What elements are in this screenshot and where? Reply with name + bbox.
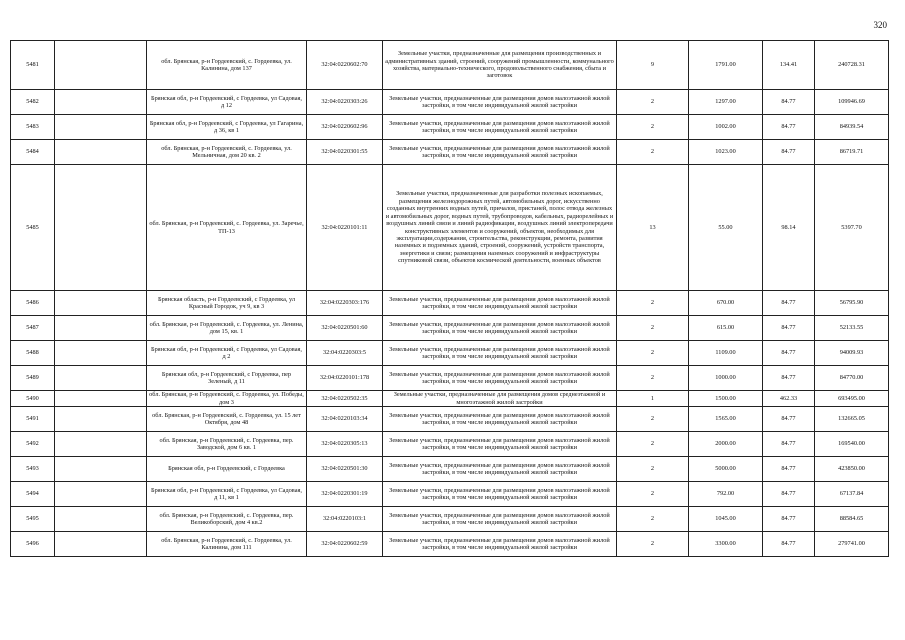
empty-cell [55,507,147,532]
cadastral-value-cell: 52133.55 [815,316,889,341]
empty-cell [55,291,147,316]
cadastral-value-cell: 240728.31 [815,41,889,90]
address-cell: обл. Брянская, р-н Гордеевский, с. Гордеевка, ул. Калинина, дом 137 [147,41,307,90]
specific-value-cell: 462.33 [763,391,815,407]
row-number-cell: 5482 [11,90,55,115]
row-number-cell: 5491 [11,407,55,432]
use-group-cell: 2 [617,482,689,507]
cadastral-number-cell: 32:04:0220103:1 [307,507,383,532]
cadastral-value-cell: 5397.70 [815,165,889,291]
empty-cell [55,432,147,457]
address-cell: обл. Брянская, р-н Гордеевский, с. Гордеевка, ул. Калинина, дом 111 [147,532,307,557]
address-cell: Брянская обл, р-н Гордеевский, с Гордеевка, ул Садовая, д 2 [147,341,307,366]
land-use-description-cell: Земельные участки, предназначенные для размещения домов малоэтажной жилой застройки, в том числе индивидуальной жилой застройки [383,507,617,532]
address-cell: Брянская обл, р-н Гордеевский, с Гордеевка [147,457,307,482]
use-group-cell: 2 [617,341,689,366]
specific-value-cell: 84.77 [763,366,815,391]
use-group-cell: 1 [617,391,689,407]
empty-cell [55,407,147,432]
cadastral-number-cell: 32:04:0220501:30 [307,457,383,482]
cadastral-number-cell: 32:04:0220101:11 [307,165,383,291]
address-cell: обл. Брянская, р-н Гордеевский, с. Гордеевка, ул. Заречье, ТП-13 [147,165,307,291]
specific-value-cell: 84.77 [763,90,815,115]
row-number-cell: 5486 [11,291,55,316]
land-use-description-cell: Земельные участки, предназначенные для размещения домов малоэтажной жилой застройки, в том числе индивидуальной жилой застройки [383,90,617,115]
land-use-description-cell: Земельные участки, предназначенные для размещения домов малоэтажной жилой застройки, в том числе индивидуальной жилой застройки [383,482,617,507]
address-cell: обл. Брянская, р-н Гордеевский, с. Гордеевка, ул. Победы, дом 3 [147,391,307,407]
specific-value-cell: 98.14 [763,165,815,291]
land-use-description-cell: Земельные участки, предназначенные для размещения домов малоэтажной жилой застройки, в том числе индивидуальной жилой застройки [383,432,617,457]
land-use-description-cell: Земельные участки, предназначенные для размещения домов среднеэтажной и многоэтажной жилой застройки [383,391,617,407]
address-cell: Брянская область, р-н Гордеевский, с Гордеевка, ул Красный Городок, уч 9, кв 3 [147,291,307,316]
table-row [11,140,889,165]
land-use-description-cell: Земельные участки, предназначенные для размещения домов малоэтажной жилой застройки, в том числе индивидуальной жилой застройки [383,532,617,557]
cadastral-number-cell: 32:04:0220602:70 [307,41,383,90]
use-group-cell: 9 [617,41,689,90]
table-row [11,341,889,366]
row-number-cell: 5483 [11,115,55,140]
cadastral-value-cell: 169540.00 [815,432,889,457]
land-registry-table [10,40,889,557]
table-row [11,507,889,532]
empty-cell [55,366,147,391]
area-cell: 670.00 [689,291,763,316]
table-row [11,90,889,115]
cadastral-number-cell: 32:04:0220103:34 [307,407,383,432]
use-group-cell: 2 [617,507,689,532]
cadastral-number-cell: 32:04:0220602:96 [307,115,383,140]
cadastral-number-cell: 32:04:0220305:13 [307,432,383,457]
use-group-cell: 2 [617,140,689,165]
cadastral-value-cell: 88584.65 [815,507,889,532]
cadastral-value-cell: 84939.54 [815,115,889,140]
cadastral-number-cell: 32:04:0220101:178 [307,366,383,391]
row-number-cell: 5487 [11,316,55,341]
page-number: 320 [873,20,887,30]
cadastral-number-cell: 32:04:0220502:35 [307,391,383,407]
land-use-description-cell: Земельные участки, предназначенные для размещения домов малоэтажной жилой застройки, в том числе индивидуальной жилой застройки [383,366,617,391]
row-number-cell: 5493 [11,457,55,482]
specific-value-cell: 84.77 [763,291,815,316]
address-cell: Брянская обл, р-н Гордеевский, с Гордеевка, ул Садовая, д 12 [147,90,307,115]
table-row [11,165,889,291]
row-number-cell: 5494 [11,482,55,507]
land-use-description-cell: Земельные участки, предназначенные для разработки полезных ископаемых, размещения железнодорожных путей, автомобильных дорог, искусственно созданных внутренних водных путей, причалов, пристаней, полос отвода железных и автомобильных дорог, водных путей, трубопроводов, кабельных, радиорелейных и воздушных линий связи и линий радиофикации, воздушных линий электропередачи конструктивных элементов и сооружений, объектов, необходимых для эксплуатации,содержания, строительства, реконструкции, ремонта, развития наземных и подземных зданий, строений, сооружений, устройств транспорта, энергетики и связи; размещения наземных сооружений и инфраструктуры спутниковой связи, объектов космической деятельности, военных объектов [383,165,617,291]
use-group-cell: 2 [617,366,689,391]
area-cell: 1045.00 [689,507,763,532]
row-number-cell: 5488 [11,341,55,366]
address-cell: обл. Брянская, р-н Гордеевский, с. Гордеевка, ул. Мельничная, дом 20 кв. 2 [147,140,307,165]
land-use-description-cell: Земельные участки, предназначенные для размещения домов малоэтажной жилой застройки, в том числе индивидуальной жилой застройки [383,457,617,482]
empty-cell [55,115,147,140]
area-cell: 1565.00 [689,407,763,432]
specific-value-cell: 84.77 [763,115,815,140]
table-row [11,291,889,316]
cadastral-number-cell: 32:04:0220303:5 [307,341,383,366]
row-number-cell: 5490 [11,391,55,407]
use-group-cell: 2 [617,316,689,341]
specific-value-cell: 84.77 [763,341,815,366]
specific-value-cell: 134.41 [763,41,815,90]
use-group-cell: 2 [617,407,689,432]
row-number-cell: 5496 [11,532,55,557]
table-row [11,407,889,432]
land-use-description-cell: Земельные участки, предназначенные для размещения домов малоэтажной жилой застройки, в том числе индивидуальной жилой застройки [383,140,617,165]
address-cell: Брянская обл, р-н Гордеевский, с Гордеевка, ул Садовая, д 11, кв 1 [147,482,307,507]
cadastral-number-cell: 32:04:0220501:60 [307,316,383,341]
address-cell: обл. Брянская, р-н Гордеевский, с. Гордеевка, пер. Заводской, дом 6 кв. 1 [147,432,307,457]
specific-value-cell: 84.77 [763,482,815,507]
specific-value-cell: 84.77 [763,507,815,532]
use-group-cell: 2 [617,115,689,140]
area-cell: 5000.00 [689,457,763,482]
cadastral-value-cell: 279741.00 [815,532,889,557]
land-use-description-cell: Земельные участки, предназначенные для размещения домов малоэтажной жилой застройки, в том числе индивидуальной жилой застройки [383,341,617,366]
land-use-description-cell: Земельные участки, предназначенные для размещения домов малоэтажной жилой застройки, в том числе индивидуальной жилой застройки [383,115,617,140]
row-number-cell: 5485 [11,165,55,291]
address-cell: обл. Брянская, р-н Гордеевский, с. Гордеевка, ул. Ленина, дом 15, кв. 1 [147,316,307,341]
table-row [11,457,889,482]
specific-value-cell: 84.77 [763,316,815,341]
use-group-cell: 13 [617,165,689,291]
cadastral-value-cell: 84770.00 [815,366,889,391]
cadastral-number-cell: 32:04:0220301:19 [307,482,383,507]
empty-cell [55,165,147,291]
empty-cell [55,90,147,115]
specific-value-cell: 84.77 [763,532,815,557]
table-row [11,391,889,407]
use-group-cell: 2 [617,457,689,482]
specific-value-cell: 84.77 [763,140,815,165]
area-cell: 1297.00 [689,90,763,115]
cadastral-value-cell: 56795.90 [815,291,889,316]
table-row [11,41,889,90]
row-number-cell: 5484 [11,140,55,165]
table-body [11,41,889,557]
area-cell: 1791.00 [689,41,763,90]
use-group-cell: 2 [617,291,689,316]
row-number-cell: 5492 [11,432,55,457]
row-number-cell: 5481 [11,41,55,90]
specific-value-cell: 84.77 [763,407,815,432]
empty-cell [55,532,147,557]
cadastral-number-cell: 32:04:0220303:26 [307,90,383,115]
land-use-description-cell: Земельные участки, предназначенные для размещения домов малоэтажной жилой застройки, в том числе индивидуальной жилой застройки [383,407,617,432]
empty-cell [55,457,147,482]
empty-cell [55,341,147,366]
cadastral-value-cell: 132665.05 [815,407,889,432]
address-cell: Брянская обл, р-н Гордеевский, с Гордеевка, ул Гагарина, д 36, кв 1 [147,115,307,140]
cadastral-number-cell: 32:04:0220303:176 [307,291,383,316]
cadastral-value-cell: 67137.84 [815,482,889,507]
area-cell: 1500.00 [689,391,763,407]
area-cell: 1109.00 [689,341,763,366]
row-number-cell: 5489 [11,366,55,391]
specific-value-cell: 84.77 [763,457,815,482]
land-use-description-cell: Земельные участки, предназначенные для размещения домов малоэтажной жилой застройки, в том числе индивидуальной жилой застройки [383,291,617,316]
cadastral-value-cell: 86719.71 [815,140,889,165]
area-cell: 1000.00 [689,366,763,391]
cadastral-number-cell: 32:04:0220301:55 [307,140,383,165]
cadastral-number-cell: 32:04:0220602:59 [307,532,383,557]
row-number-cell: 5495 [11,507,55,532]
cadastral-value-cell: 94009.93 [815,341,889,366]
use-group-cell: 2 [617,432,689,457]
area-cell: 615.00 [689,316,763,341]
cadastral-value-cell: 109946.69 [815,90,889,115]
use-group-cell: 2 [617,532,689,557]
land-use-description-cell: Земельные участки, предназначенные для размещения производственных и административных зданий, строений, сооружений промышленности, коммунального хозяйства, материально-технического, продовольственного снабжения, сбыта и заготовок [383,41,617,90]
area-cell: 792.00 [689,482,763,507]
empty-cell [55,391,147,407]
empty-cell [55,316,147,341]
area-cell: 55.00 [689,165,763,291]
table-row [11,532,889,557]
use-group-cell: 2 [617,90,689,115]
land-use-description-cell: Земельные участки, предназначенные для размещения домов малоэтажной жилой застройки, в том числе индивидуальной жилой застройки [383,316,617,341]
empty-cell [55,41,147,90]
table-row [11,316,889,341]
address-cell: обл. Брянская, р-н Гордеевский, с. Гордеевка, пер. Великоборский, дом 4 кв.2 [147,507,307,532]
table-row [11,482,889,507]
empty-cell [55,482,147,507]
area-cell: 2000.00 [689,432,763,457]
area-cell: 3300.00 [689,532,763,557]
address-cell: обл. Брянская, р-н Гордеевский, с. Гордеевка, ул. 15 лет Октября, дом 48 [147,407,307,432]
address-cell: Брянская обл, р-н Гордеевский, с Гордеевка, пер Зеленый, д 11 [147,366,307,391]
area-cell: 1023.00 [689,140,763,165]
table-row [11,366,889,391]
area-cell: 1002.00 [689,115,763,140]
cadastral-value-cell: 693495.00 [815,391,889,407]
cadastral-value-cell: 423850.00 [815,457,889,482]
specific-value-cell: 84.77 [763,432,815,457]
table-row [11,115,889,140]
table-row [11,432,889,457]
empty-cell [55,140,147,165]
